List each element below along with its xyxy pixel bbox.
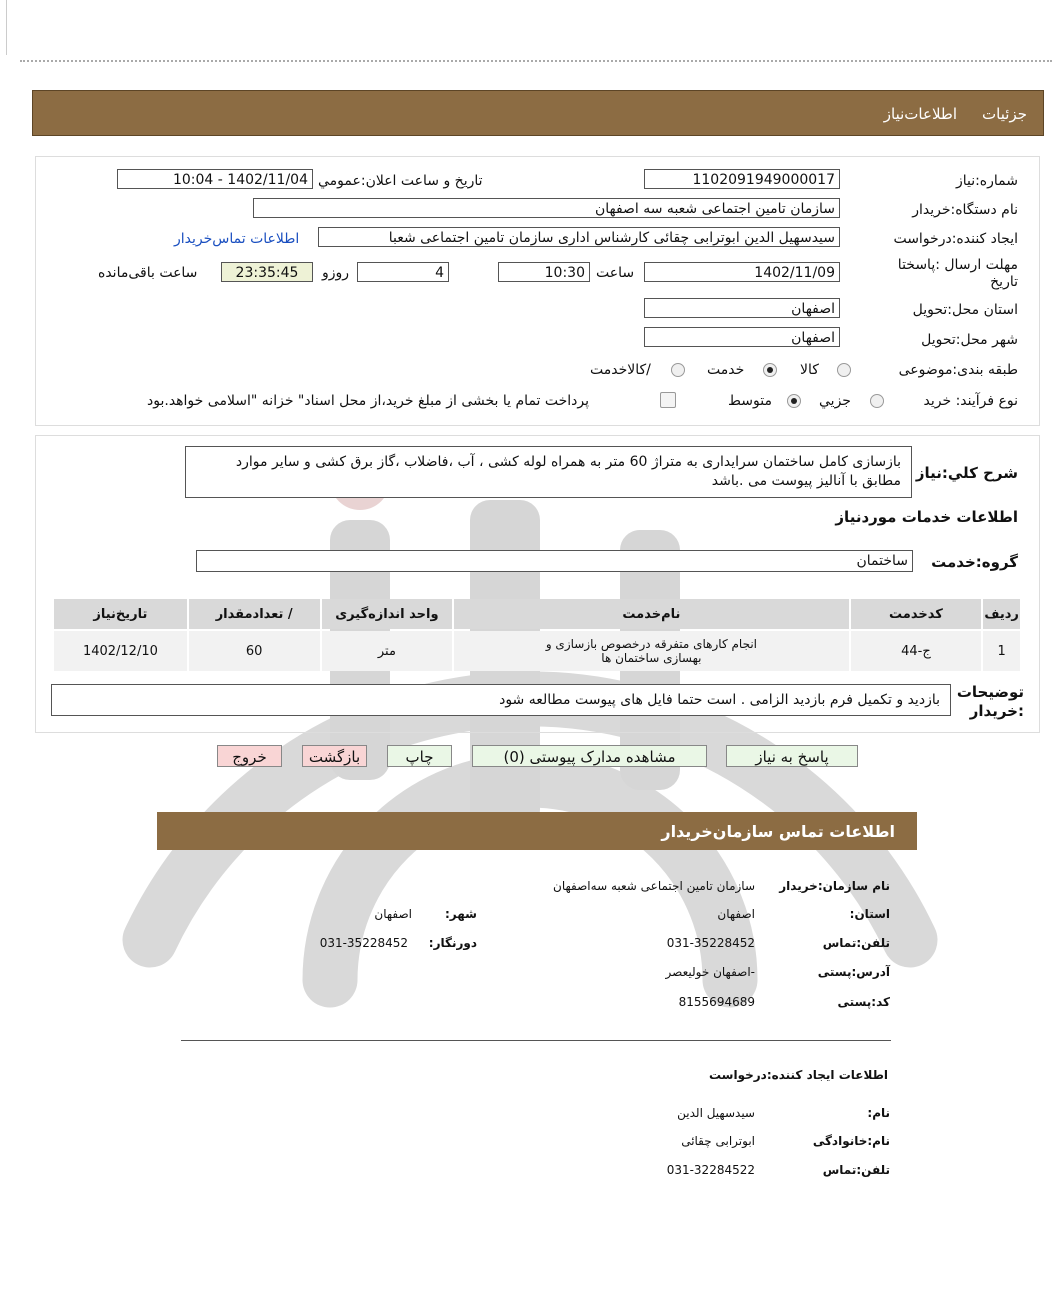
remaining-label: ساعت باقی‌مانده: [98, 265, 198, 281]
category-radio-service[interactable]: [763, 363, 777, 377]
need-number-field: 1102091949000017: [644, 169, 840, 189]
days-label: روزو: [322, 265, 350, 281]
contact-fax-label: دورنگار:: [428, 936, 477, 950]
col-name: نام‌خدمت: [454, 599, 848, 629]
reply-button[interactable]: پاسخ به نیاز: [726, 745, 858, 767]
contact-fax: 031-35228452: [319, 936, 408, 950]
cell-unit: متر: [322, 631, 453, 671]
notes-label: توضیحات :خریدار: [956, 683, 1024, 720]
contact-header: [157, 812, 917, 850]
contact-address: -اصفهان خولیعصر: [665, 965, 755, 979]
contact-divider: [181, 1040, 891, 1041]
process-option-medium: متوسط: [728, 393, 772, 409]
col-row: ردیف: [983, 599, 1020, 629]
deadline-label: مهلت ارسال :پاسختا تاریخ: [897, 257, 1018, 290]
need-info-panel: [35, 156, 1040, 426]
category-radio-goods[interactable]: [837, 363, 851, 377]
contact-phone-label: تلفن:تماس: [822, 936, 890, 950]
notes-text: بازدید و تکمیل فرم بازدید الزامی . است حتما فایل های پیوست مطالعه شود: [51, 684, 951, 716]
creator-phone: 031-32284522: [666, 1163, 755, 1177]
payment-checkbox[interactable]: [660, 392, 676, 408]
cell-qty: 60: [189, 631, 320, 671]
creator-label: ایجاد کننده:درخواست: [893, 231, 1018, 247]
tab-details[interactable]: جزئیات: [982, 105, 1027, 123]
process-radio-minor[interactable]: [870, 394, 884, 408]
contact-city-label: شهر:: [445, 907, 477, 921]
city-label: شهر محل:تحویل: [921, 332, 1018, 348]
cell-code: ج-44: [851, 631, 982, 671]
contact-province-label: استان:: [849, 907, 890, 921]
contact-postal: 8155694689: [678, 995, 755, 1009]
creator-heading: اطلاعات ایجاد کننده:درخواست: [708, 1068, 888, 1082]
creator-name: سیدسهیل الدین: [677, 1106, 755, 1120]
buyer-org-field: سازمان تامین اجتماعی شعبه سه اصفهان: [253, 198, 840, 218]
province-label: استان محل:تحویل: [912, 302, 1018, 318]
creator-phone-label: تلفن:تماس: [822, 1163, 890, 1177]
col-code: کدخدمت: [851, 599, 982, 629]
contact-postal-label: کد:پستی: [837, 995, 890, 1009]
creator-family-label: نام:خانوادگی: [812, 1134, 890, 1148]
category-option-goods: کالا: [800, 362, 819, 378]
exit-button[interactable]: خروج: [217, 745, 282, 767]
contact-phone: 031-35228452: [666, 936, 755, 950]
contact-org-label: نام سازمان:خریدار: [779, 879, 890, 893]
buyer-contact-link[interactable]: اطلاعات تماس‌خریدار: [174, 231, 300, 247]
group-field: ساختمان: [196, 550, 913, 572]
contact-city: اصفهان: [374, 907, 412, 921]
table-row: [54, 631, 1020, 671]
creator-family: ابوترابی چقائی: [681, 1134, 755, 1148]
left-edge-line: [6, 0, 7, 55]
province-field: اصفهان: [644, 298, 840, 318]
announce-field: 1402/11/04 - 10:04: [117, 169, 313, 189]
cell-date: 1402/12/10: [54, 631, 187, 671]
category-option-service: خدمت: [707, 362, 745, 378]
buyer-org-label: نام دستگاه:خریدار: [912, 202, 1018, 218]
remaining-timer: 23:35:45: [221, 262, 313, 282]
col-unit: واحد اندازه‌گیری: [322, 599, 453, 629]
category-label: طبقه بندی:موضوعی: [898, 362, 1018, 378]
contact-province: اصفهان: [717, 907, 755, 921]
announce-label: تاریخ و ساعت اعلان:عمومي: [318, 173, 483, 189]
process-radio-medium[interactable]: [787, 394, 801, 408]
category-option-both: /کالاخدمت: [590, 362, 651, 378]
contact-address-label: آدرس:پستی: [817, 965, 890, 979]
attachments-button[interactable]: مشاهده مدارک پیوستی (0): [472, 745, 707, 767]
col-date: تاریخ‌نیاز: [54, 599, 187, 629]
deadline-time-field: 10:30: [498, 262, 590, 282]
contact-org: سازمان تامین اجتماعی شعبه سه‌اصفهان: [553, 879, 755, 893]
creator-field: سیدسهیل الدین ابوترابی چقائی کارشناس اداری سازمان تامین اجتماعی شعبا: [318, 227, 840, 247]
print-button[interactable]: چاپ: [387, 745, 452, 767]
contact-title: اطلاعات تماس سازمان‌خریدار: [661, 822, 895, 841]
category-radio-both[interactable]: [671, 363, 685, 377]
cell-row: 1: [983, 631, 1020, 671]
page-header: [32, 90, 1044, 136]
process-label: نوع فرآیند: خرید: [923, 393, 1018, 409]
need-number-label: شماره:نیاز: [955, 173, 1018, 189]
top-divider: [20, 60, 1052, 62]
process-option-minor: جزیي: [819, 393, 851, 409]
back-button[interactable]: بازگشت: [302, 745, 367, 767]
city-field: اصفهان: [644, 327, 840, 347]
days-field: 4: [357, 262, 449, 282]
table-header-row: [54, 599, 1020, 629]
payment-text: پرداخت تمام یا بخشی از مبلغ خرید،از محل اسناد" خزانه "اسلامی خواهد.بود: [147, 393, 590, 409]
hour-label: ساعت: [596, 265, 635, 281]
summary-text: بازسازی کامل ساختمان سرایداری به متراژ 60 متر به همراه لوله کشی ، آب ،فاضلاب ،گاز برق کشی و سایر موارد مطابق با آنالیز پیوست می .باشد: [185, 446, 912, 498]
deadline-date-field: 1402/11/09: [644, 262, 840, 282]
summary-label: شرح کلي:نیاز: [915, 464, 1018, 482]
col-qty: / تعدادمقدار: [189, 599, 320, 629]
creator-name-label: نام:: [867, 1106, 890, 1120]
services-table: [52, 597, 1022, 673]
services-heading: اطلاعات خدمات موردنیاز: [835, 508, 1018, 526]
tab-need-info[interactable]: اطلاعات‌نیاز: [883, 105, 957, 123]
cell-name: انجام کارهای متفرقه درخصوص بازسازی و بهسازی ساختمان ها: [454, 631, 848, 671]
group-label: گروه:خدمت: [931, 553, 1018, 571]
